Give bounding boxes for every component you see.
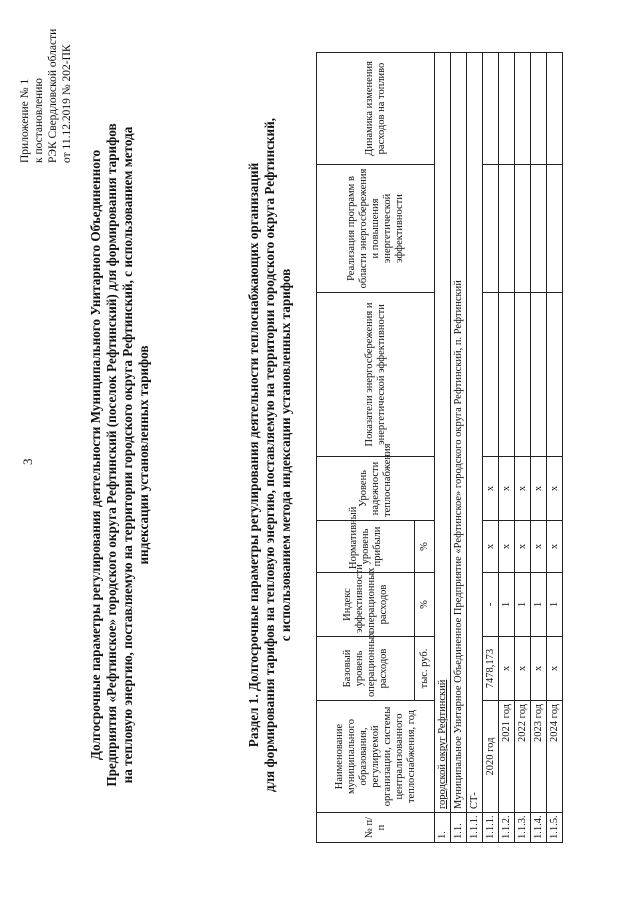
section-title-line: Раздел 1. Долгосрочные параметры регулирования деятельности теплоснабжающих организаций xyxy=(246,162,261,748)
cell-reliability: х xyxy=(483,457,499,521)
organization-row xyxy=(451,53,467,843)
section-title-line: с использованием метода индексации установленных тарифов xyxy=(278,268,293,642)
cell-base-opex: х xyxy=(515,637,531,701)
cell-reliability: х xyxy=(499,457,515,521)
appendix-note xyxy=(18,29,74,163)
row-year: 2020 год xyxy=(483,701,499,813)
cell-energy-saving xyxy=(531,293,547,457)
row-year: 2021 год xyxy=(499,701,515,813)
cell-profit: х xyxy=(515,521,531,573)
row-num: 1.1.1. xyxy=(467,813,483,843)
col-header-fuel-dynamics: Динамика изменения расходов на топливо xyxy=(317,53,435,165)
table-row xyxy=(531,53,547,843)
section-title-line: для формирования тарифов на тепловую энергию, поставляемую на территории городского округа Рефтинский, xyxy=(262,117,277,793)
cell-base-opex: х xyxy=(547,637,563,701)
cell-programs xyxy=(547,165,563,293)
cell-efficiency-index: 1 xyxy=(531,573,547,637)
col-header-reliability: Уровень надежности теплоснабжения xyxy=(317,457,435,521)
col-header-name: Наименование муниципального образования, регулируемой организации, системы централизованного теплоснабжения, год xyxy=(317,701,435,813)
municipality-row xyxy=(435,53,451,843)
system-name: СТ- xyxy=(467,53,483,813)
cell-energy-saving xyxy=(547,293,563,457)
cell-reliability: х xyxy=(531,457,547,521)
cell-energy-saving xyxy=(483,293,499,457)
row-num: 1.1.4. xyxy=(531,813,547,843)
cell-fuel-dynamics xyxy=(483,53,499,165)
unit-base-opex: тыс. руб. xyxy=(415,637,435,701)
row-year: 2024 год xyxy=(547,701,563,813)
section-title xyxy=(246,105,294,805)
col-header-programs: Реализация программ в области энергосбережения и повышения энергетической эффективности xyxy=(317,165,435,293)
unit-profit: % xyxy=(415,521,435,573)
system-row xyxy=(467,53,483,843)
appendix-line: РЭК Свердловской области xyxy=(47,28,59,163)
parameters-table xyxy=(316,52,563,843)
row-num: 1.1.2. xyxy=(499,813,515,843)
cell-fuel-dynamics xyxy=(531,53,547,165)
col-header-base-opex: Базовый уровень операционных расходов xyxy=(317,637,415,701)
cell-energy-saving xyxy=(515,293,531,457)
unit-efficiency-index: % xyxy=(415,573,435,637)
cell-programs xyxy=(515,165,531,293)
page-number: 3 xyxy=(20,458,35,465)
cell-fuel-dynamics xyxy=(547,53,563,165)
cell-fuel-dynamics xyxy=(515,53,531,165)
cell-efficiency-index: 1 xyxy=(499,573,515,637)
title-line: Долгосрочные параметры регулирования деятельности Муниципального Унитарного Объединенного xyxy=(88,149,103,761)
row-num: 1.1.5. xyxy=(547,813,563,843)
cell-reliability: х xyxy=(547,457,563,521)
cell-fuel-dynamics xyxy=(499,53,515,165)
cell-profit: х xyxy=(499,521,515,573)
table-row xyxy=(547,53,563,843)
col-header-num: № п/п xyxy=(317,813,435,843)
cell-base-opex: х xyxy=(531,637,547,701)
cell-programs xyxy=(483,165,499,293)
cell-energy-saving xyxy=(499,293,515,457)
cell-programs xyxy=(499,165,515,293)
cell-profit: х xyxy=(531,521,547,573)
cell-programs xyxy=(531,165,547,293)
cell-base-opex: х xyxy=(499,637,515,701)
title-line: Предприятия «Рефтинское» городского округа Рефтинский (поселок Рефтинский) для формирования тарифов xyxy=(104,123,119,787)
municipality-name: городской округ Рефтинский xyxy=(435,53,451,813)
row-num: 1.1.1. xyxy=(483,813,499,843)
title-line: индексации установленных тарифов xyxy=(136,345,151,565)
cell-reliability: х xyxy=(515,457,531,521)
row-year: 2023 год xyxy=(531,701,547,813)
cell-base-opex: 7478,173 xyxy=(483,637,499,701)
col-header-profit: Нормативный уровень прибыли xyxy=(317,521,415,573)
col-header-energy-saving: Показатели энергосбережения и энергетической эффективности xyxy=(317,293,435,457)
title-line: на тепловую энергию, поставляемую на территории городского округа Рефтинский, с использованием метода xyxy=(120,126,135,784)
organization-name: Муниципальное Унитарное Объединенное Предприятие «Рефтинское» городского округа Рефтинский, п. Рефтинский xyxy=(451,53,467,813)
row-num: 1.1.3. xyxy=(515,813,531,843)
cell-profit: х xyxy=(547,521,563,573)
appendix-line: Приложение № 1 xyxy=(19,78,31,163)
row-year: 2022 год xyxy=(515,701,531,813)
cell-profit: х xyxy=(483,521,499,573)
appendix-line: от 11.12.2019 № 202-ПК xyxy=(61,44,73,163)
appendix-line: к постановлению xyxy=(33,78,45,163)
table-row xyxy=(483,53,499,843)
row-num: 1. xyxy=(435,813,451,843)
cell-efficiency-index: - xyxy=(483,573,499,637)
document-title xyxy=(88,105,152,805)
table-row xyxy=(499,53,515,843)
row-num: 1.1. xyxy=(451,813,467,843)
cell-efficiency-index: 1 xyxy=(547,573,563,637)
col-header-efficiency-index: Индекс эффективности операционных расходов xyxy=(317,573,415,637)
table-row xyxy=(515,53,531,843)
table-header-row xyxy=(317,53,415,843)
cell-efficiency-index: 1 xyxy=(515,573,531,637)
